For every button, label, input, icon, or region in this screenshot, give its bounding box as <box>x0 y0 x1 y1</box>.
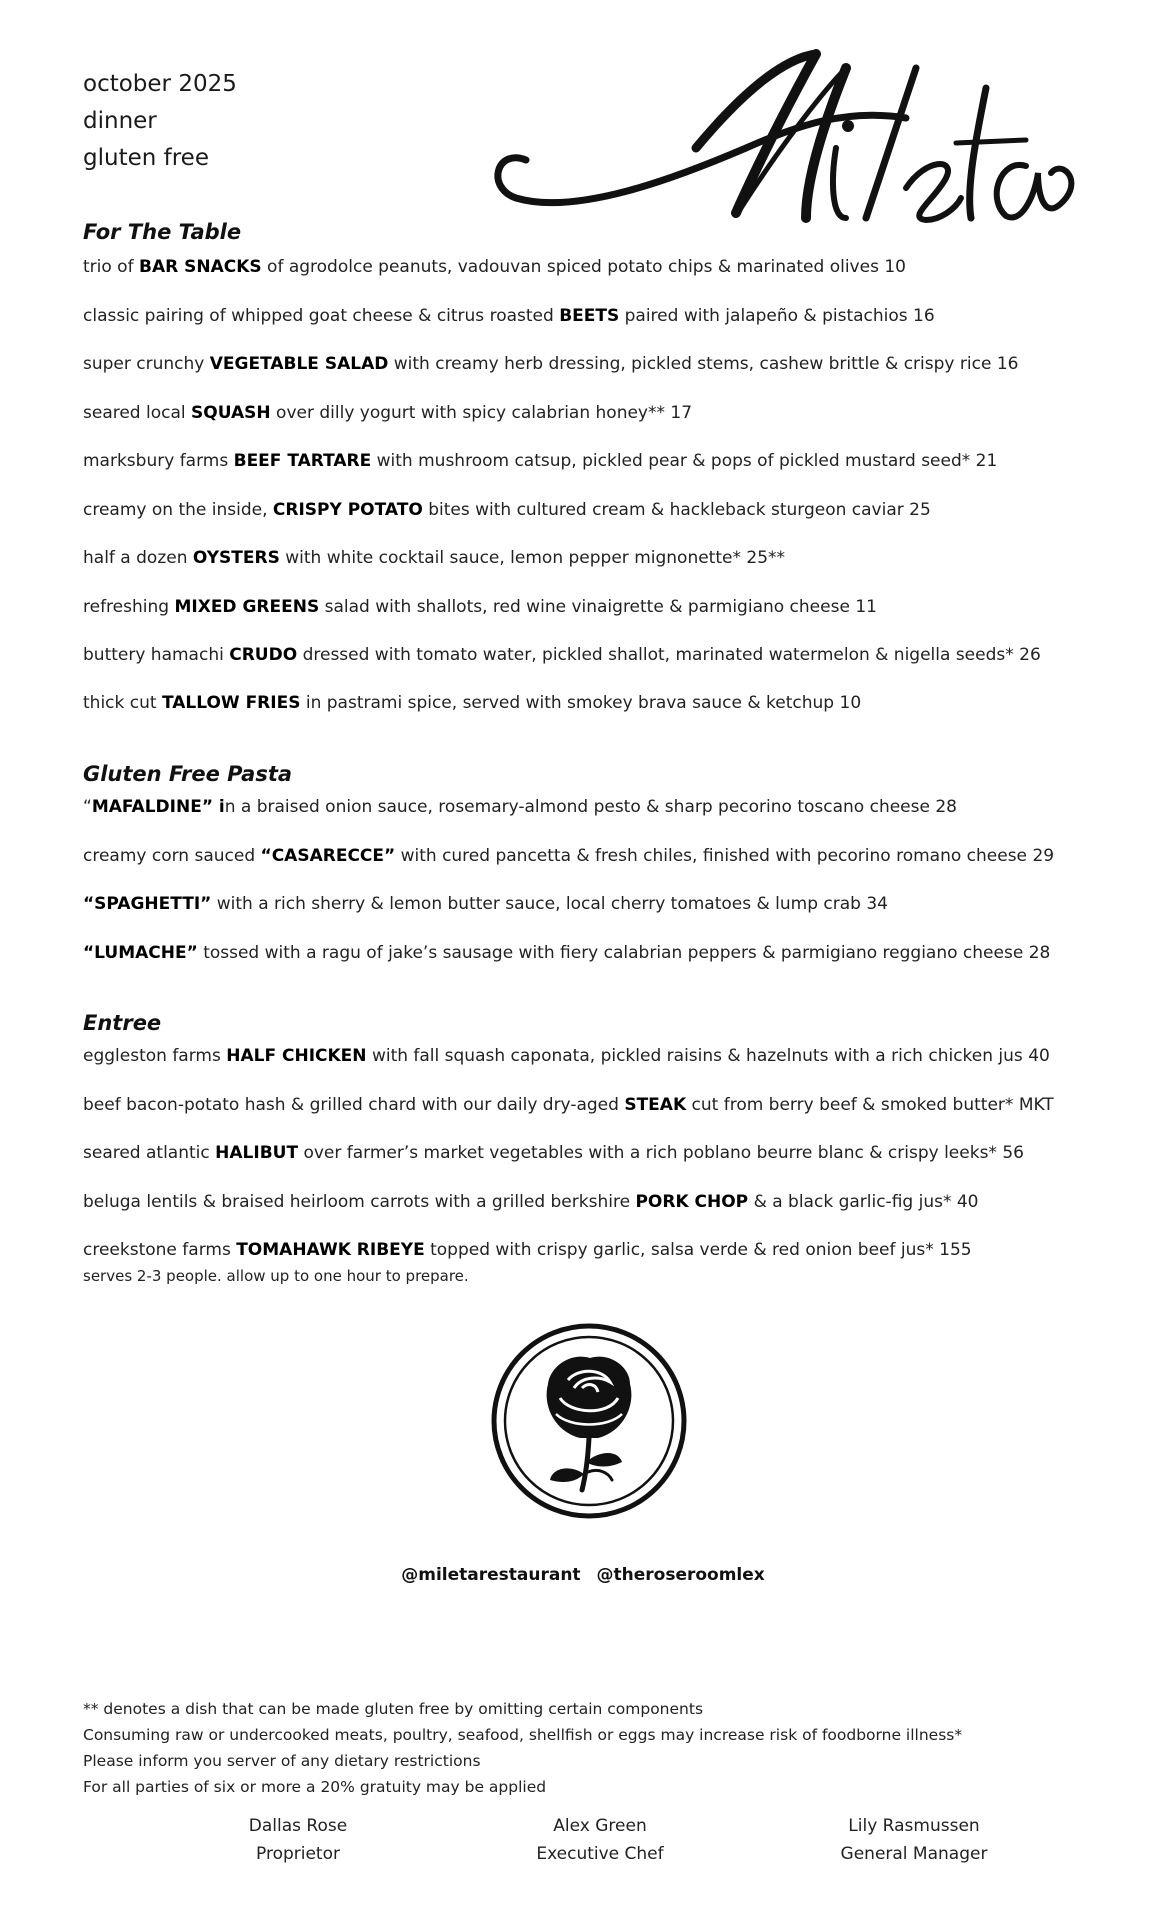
staff-role: Executive Chef <box>536 1844 664 1864</box>
menu-date: october 2025 <box>83 71 237 97</box>
disclaimer-dietary: Please inform you server of any dietary restrictions <box>83 1752 481 1770</box>
menu-item-spaghetti: “SPAGHETTI” with a rich sherry & lemon butter sauce, local cherry tomatoes & lump crab 34 <box>83 894 888 914</box>
ribeye-serving-note: serves 2-3 people. allow up to one hour to prepare. <box>83 1267 469 1285</box>
section-title-gluten-free-pasta: Gluten Free Pasta <box>83 762 293 786</box>
menu-diet: gluten free <box>83 145 209 171</box>
menu-item-lumache: “LUMACHE” tossed with a ragu of jake’s sausage with fiery calabrian peppers & parmigiano reggiano cheese 28 <box>83 943 1051 963</box>
staff-name: Lily Rasmussen <box>848 1816 980 1836</box>
section-title-for-the-table: For The Table <box>83 220 242 244</box>
menu-item-mafaldine: “MAFALDINE” in a braised onion sauce, rosemary-almond pesto & sharp pecorino toscano cheese 28 <box>83 797 957 817</box>
menu-item-tallow-fries: thick cut TALLOW FRIES in pastrami spice, served with smokey brava sauce & ketchup 10 <box>83 693 862 713</box>
menu-item-crispy-potato: creamy on the inside, CRISPY POTATO bites with cultured cream & hackleback sturgeon caviar 25 <box>83 500 931 520</box>
menu-meta <box>83 66 237 177</box>
menu-item-beets: classic pairing of whipped goat cheese & citrus roasted BEETS paired with jalapeño & pistachios 16 <box>83 306 935 326</box>
staff-general-manager <box>804 1812 1024 1868</box>
disclaimer-gluten: ** denotes a dish that can be made gluten free by omitting certain components <box>83 1700 704 1718</box>
disclaimer-raw-food: Consuming raw or undercooked meats, poultry, seafood, shellfish or eggs may increase risk of foodborne illness* <box>83 1726 963 1744</box>
mileta-logo <box>486 48 1076 240</box>
staff-executive-chef <box>490 1812 710 1868</box>
menu-service: dinner <box>83 108 157 134</box>
menu-item-half-chicken: eggleston farms HALF CHICKEN with fall squash caponata, pickled raisins & hazelnuts with a rich chicken jus 40 <box>83 1046 1050 1066</box>
menu-item-casarecce: creamy corn sauced “CASARECCE” with cured pancetta & fresh chiles, finished with pecorino romano cheese 29 <box>83 846 1055 866</box>
menu-item-tomahawk-ribeye: creekstone farms TOMAHAWK RIBEYE topped with crispy garlic, salsa verde & red onion beef jus* 155 <box>83 1240 972 1260</box>
menu-item-vegetable-salad: super crunchy VEGETABLE SALAD with creamy herb dressing, pickled stems, cashew brittle & crispy rice 16 <box>83 354 1019 374</box>
menu-item-crudo: buttery hamachi CRUDO dressed with tomato water, pickled shallot, marinated watermelon & nigella seeds* 26 <box>83 645 1041 665</box>
section-title-entree: Entree <box>83 1011 162 1035</box>
social-handle-roseroom[interactable]: @theroseroomlex <box>596 1565 765 1585</box>
staff-name: Dallas Rose <box>248 1816 348 1836</box>
rose-emblem-icon <box>490 1322 688 1520</box>
menu-item-beef-tartare: marksbury farms BEEF TARTARE with mushroom catsup, pickled pear & pops of pickled mustard seed* 21 <box>83 451 998 471</box>
menu-item-bar-snacks: trio of BAR SNACKS of agrodolce peanuts, vadouvan spiced potato chips & marinated olives 10 <box>83 257 906 277</box>
disclaimers <box>83 1696 962 1800</box>
menu-item-pork-chop: beluga lentils & braised heirloom carrots with a grilled berkshire PORK CHOP & a black garlic-fig jus* 40 <box>83 1192 979 1212</box>
menu-item-squash: seared local SQUASH over dilly yogurt with spicy calabrian honey** 17 <box>83 403 693 423</box>
staff-role: Proprietor <box>256 1844 340 1864</box>
menu-item-halibut: seared atlantic HALIBUT over farmer’s market vegetables with a rich poblano beurre blanc & crispy leeks* 56 <box>83 1143 1024 1163</box>
social-handles <box>0 1565 1166 1585</box>
staff-name: Alex Green <box>553 1816 647 1836</box>
menu-item-oysters: half a dozen OYSTERS with white cocktail sauce, lemon pepper mignonette* 25** <box>83 548 786 568</box>
social-handle-mileta[interactable]: @miletarestaurant <box>401 1565 581 1585</box>
menu-item-steak: beef bacon-potato hash & grilled chard with our daily dry-aged STEAK cut from berry beef & smoked butter* MKT <box>83 1095 1054 1115</box>
staff-proprietor <box>188 1812 408 1868</box>
disclaimer-gratuity: For all parties of six or more a 20% gratuity may be applied <box>83 1778 547 1796</box>
staff-role: General Manager <box>840 1844 988 1864</box>
menu-item-mixed-greens: refreshing MIXED GREENS salad with shallots, red wine vinaigrette & parmigiano cheese 11 <box>83 597 877 617</box>
